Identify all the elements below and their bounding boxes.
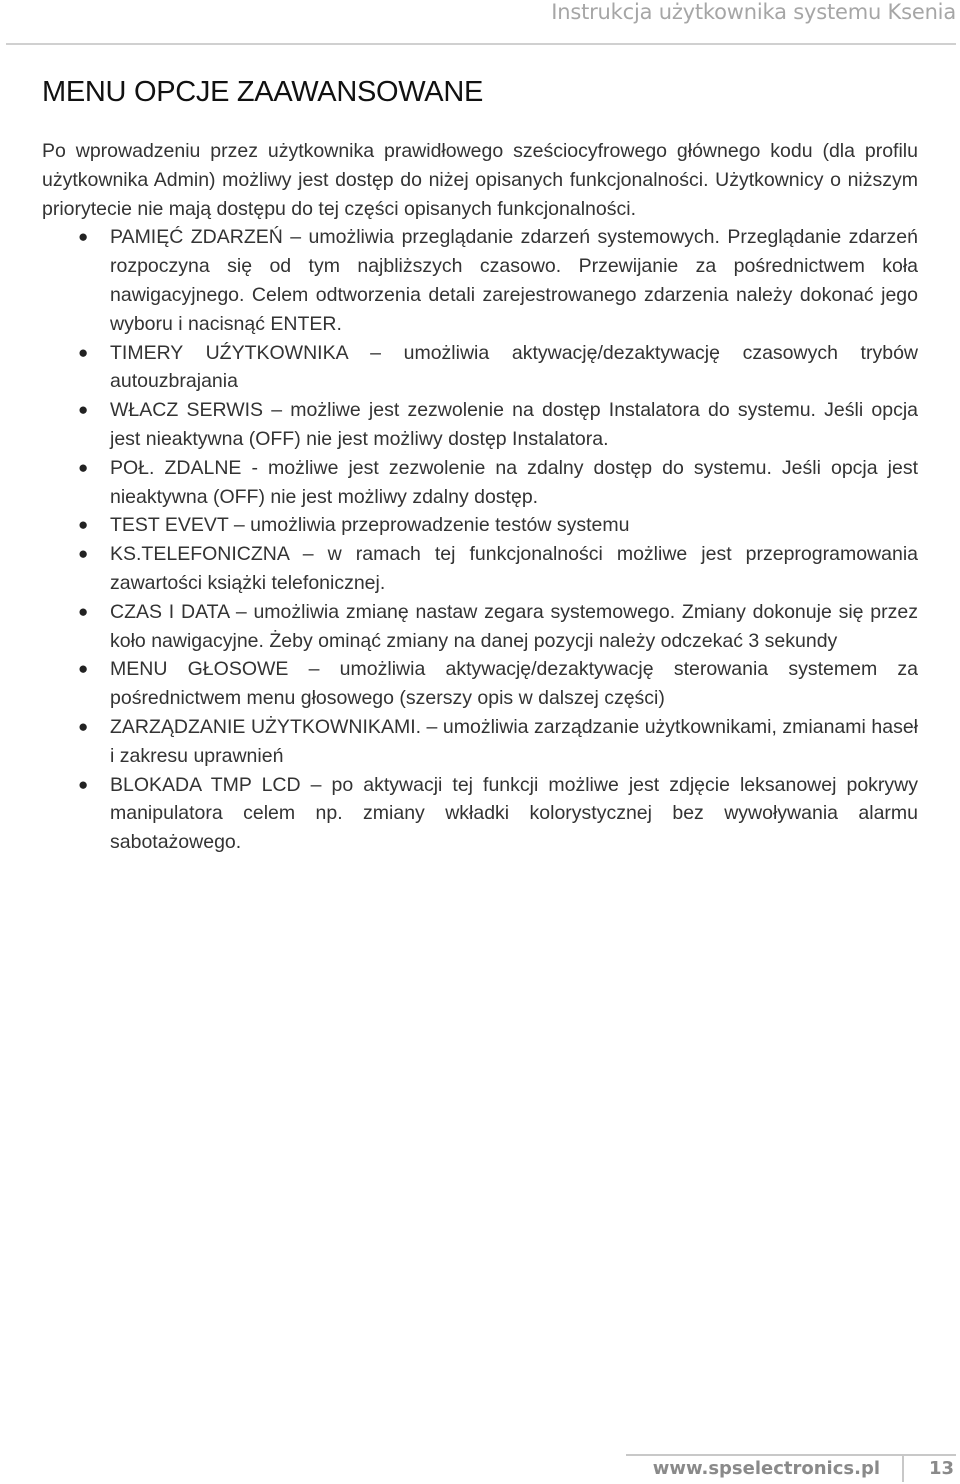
list-item-text: PAMIĘĆ ZDARZEŃ – umożliwia przeglądanie zdarzeń systemowych. Przeglądanie zdarzeń rozpoczyna się od tym najbliższych czasowo. Przewijanie za pośrednictwem koła nawigacyjnego. Celem odtworzenia detali zarejestrowanego zdarzenia należy dokonać jego wyboru i nacisnąć ENTER.	[110, 226, 918, 335]
list-item	[42, 771, 918, 857]
bullet-icon: ●	[78, 227, 89, 247]
bullet-icon: ●	[78, 515, 89, 535]
list-item-text: POŁ. ZDALNE - możliwe jest zezwolenie na zdalny dostęp do systemu. Jeśli opcja jest nieaktywna (OFF) nie jest możliwy zdalny dostęp.	[110, 456, 918, 508]
bullet-icon: ●	[78, 544, 89, 564]
list-item-text: KS.TELEFONICZNA – w ramach tej funkcjonalności możliwe jest przeprogramowania zawartości książki telefonicznej.	[110, 543, 918, 594]
document-body	[42, 137, 918, 857]
footer-website: www.spselectronics.pl	[652, 1458, 880, 1479]
list-item-text: CZAS I DATA – umożliwia zmianę nastaw zegara systemowego. Zmiany dokonuje się przez koło nawigacyjne. Żeby ominąć zmiany na danej pozycji należy odczekać 3 sekundy	[110, 600, 918, 652]
list-item-text: MENU GŁOSOWE – umożliwia aktywację/dezaktywację sterowania systemem za pośrednictwem menu głosowego (szerszy opis w dalszej części)	[110, 658, 918, 710]
bullet-icon: ●	[78, 342, 89, 362]
bullet-icon: ●	[78, 659, 89, 679]
page-number: 13	[928, 1458, 954, 1479]
list-item	[42, 598, 918, 656]
list-item	[42, 511, 918, 540]
list-item-text: BLOKADA TMP LCD – po aktywacji tej funkcji możliwe jest zdjęcie leksanowej pokrywy manipulatora celem np. zmiany wkładki kolorystycznej bez wywoływania alarmu sabotażowego.	[110, 773, 918, 854]
list-item	[42, 713, 918, 771]
header-divider	[6, 43, 956, 45]
bullet-icon: ●	[78, 716, 89, 736]
list-item	[42, 454, 918, 512]
list-item-text: TEST EVEVT – umożliwia przeprowadzenie testów systemu	[110, 514, 630, 537]
bullet-icon: ●	[78, 601, 89, 621]
list-item	[42, 655, 918, 713]
list-item-text: TIMERY UŹYTKOWNIKA – umożliwia aktywację/dezaktywację czasowych trybów autouzbrajania	[110, 341, 918, 393]
intro-paragraph: Po wprowadzeniu przez użytkownika prawidłowego sześciocyfrowego głównego kodu (dla profilu użytkownika Admin) możliwy jest dostęp do niżej opisanych funkcjonalności. Użytkownicy o niższym priorytecie nie mają dostępu do tej części opisanych funkcjonalności.	[42, 140, 918, 220]
running-header-title: Instrukcja użytkownika systemu Ksenia	[551, 0, 956, 24]
page-title: MENU OPCJE ZAAWANSOWANE	[42, 76, 484, 108]
list-item-text: ZARZĄDZANIE UŻYTKOWNIKAMI. – umożliwia zarządzanie użytkownikami, zmianami haseł i zakresu uprawnień	[110, 715, 918, 767]
list-item	[42, 223, 918, 338]
feature-list	[42, 223, 918, 857]
page-footer	[626, 1454, 956, 1484]
list-item	[42, 339, 918, 397]
list-item-text: WŁACZ SERWIS – możliwe jest zezwolenie na dostęp Instalatora do systemu. Jeśli opcja jest nieaktywna (OFF) nie jest możliwy dostęp Instalatora.	[110, 399, 918, 450]
footer-divider	[626, 1454, 956, 1456]
bullet-icon: ●	[78, 400, 89, 420]
list-item	[42, 396, 918, 454]
bullet-icon: ●	[78, 774, 89, 794]
bullet-icon: ●	[78, 457, 89, 477]
list-item	[42, 540, 918, 598]
footer-separator	[902, 1456, 904, 1482]
